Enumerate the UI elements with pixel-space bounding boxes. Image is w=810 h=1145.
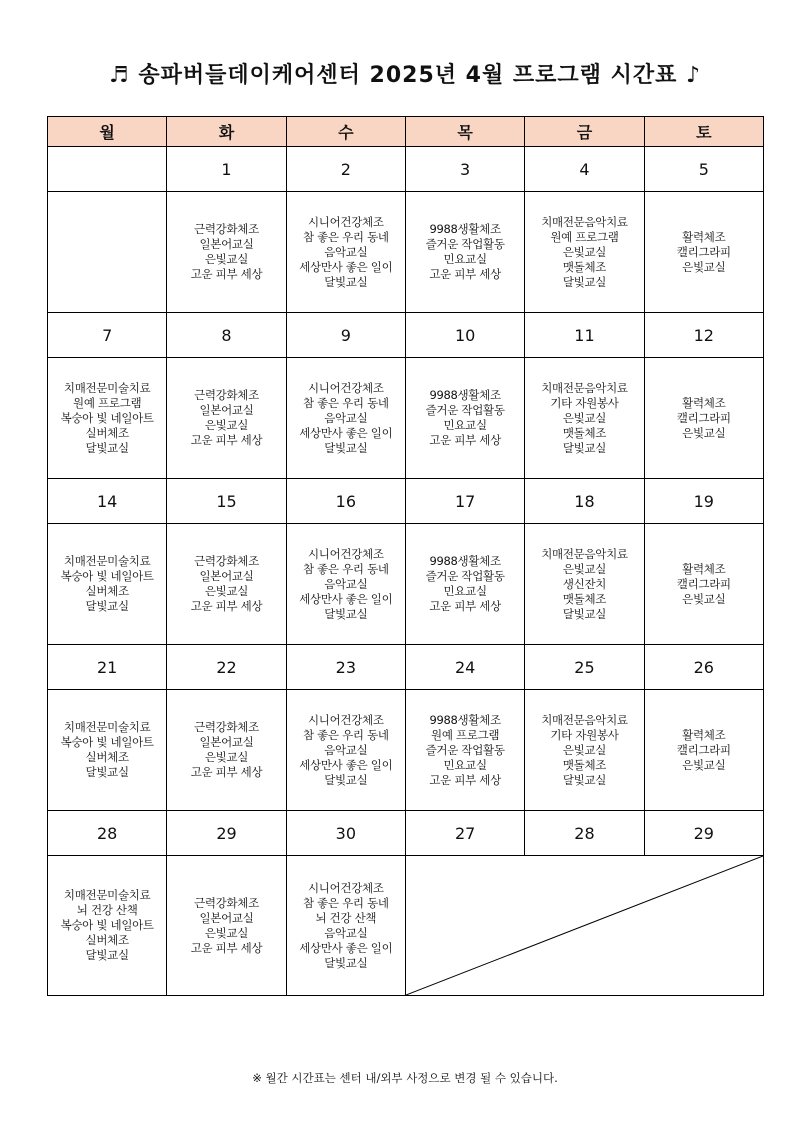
date-cell: 24	[405, 645, 524, 690]
date-cell: 15	[167, 479, 286, 524]
program-item: 민요교실	[443, 584, 487, 598]
program-row	[48, 358, 764, 479]
program-cell	[167, 358, 286, 479]
program-cell	[525, 690, 644, 811]
page-title	[0, 58, 810, 89]
program-item: 고운 피부 세상	[429, 599, 501, 613]
program-item: 달빛교실	[85, 948, 129, 962]
date-cell: 11	[525, 313, 644, 358]
date-cell: 17	[405, 479, 524, 524]
program-item: 맷돌체조	[562, 259, 607, 274]
program-cell	[405, 192, 524, 313]
program-item: 9988생활체조	[429, 388, 501, 402]
program-item: 캘리그라피	[676, 742, 731, 757]
date-cell: 9	[286, 313, 405, 358]
program-item: 9988생활체조	[429, 554, 501, 568]
date-row	[48, 645, 764, 690]
program-cell	[525, 192, 644, 313]
program-item: 근력강화체조	[194, 554, 259, 568]
program-item: 복숭아 빛 네일아트	[60, 918, 154, 932]
footnote: ※ 월간 시간표는 센터 내/외부 사정으로 변경 될 수 있습니다.	[252, 1071, 558, 1085]
program-item: 달빛교실	[324, 440, 368, 455]
program-item: 활력체조	[682, 229, 726, 244]
program-item: 활력체조	[682, 395, 726, 410]
weekday-header: 화	[167, 117, 286, 147]
program-cell	[48, 690, 167, 811]
program-item: 즐거운 작업활동	[425, 237, 505, 251]
program-item: 은빛교실	[682, 591, 726, 606]
date-cell: 18	[525, 479, 644, 524]
program-item: 고운 피부 세상	[429, 267, 501, 281]
program-item: 달빛교실	[324, 606, 368, 621]
date-cell: 10	[405, 313, 524, 358]
program-item: 맷돌체조	[562, 425, 607, 440]
program-item: 민요교실	[443, 252, 487, 266]
program-item: 고운 피부 세상	[190, 940, 263, 955]
program-cell	[167, 524, 286, 645]
date-cell	[48, 147, 167, 192]
program-item: 고운 피부 세상	[190, 765, 263, 779]
program-cell	[167, 856, 286, 996]
program-cell	[644, 524, 763, 645]
program-item: 치매전문음악치료	[541, 214, 628, 229]
program-item: 세상만사 좋은 일이	[299, 940, 393, 955]
weekday-header: 토	[644, 117, 763, 147]
program-item: 은빛교실	[682, 425, 726, 440]
program-item: 고운 피부 세상	[190, 267, 263, 281]
program-item: 일본어교실	[199, 735, 254, 749]
date-row	[48, 313, 764, 358]
program-item: 일본어교실	[199, 910, 254, 925]
program-item: 치매전문미술치료	[63, 380, 151, 395]
date-row	[48, 811, 764, 856]
date-cell: 16	[286, 479, 405, 524]
program-item: 시니어건강체조	[307, 214, 384, 229]
program-item: 달빛교실	[562, 606, 607, 621]
program-item: 근력강화체조	[194, 388, 259, 402]
date-cell: 23	[286, 645, 405, 690]
program-item: 달빛교실	[324, 772, 368, 787]
program-item: 원예 프로그램	[73, 395, 142, 410]
program-item: 근력강화체조	[194, 720, 259, 734]
program-cell	[405, 358, 524, 479]
program-cell	[405, 690, 524, 811]
date-cell: 22	[167, 645, 286, 690]
program-item: 시니어건강체조	[307, 546, 384, 561]
program-item: 세상만사 좋은 일이	[299, 757, 393, 772]
program-item: 실버체조	[85, 425, 129, 440]
program-row	[48, 192, 764, 313]
music-note-icon: ♬	[108, 63, 130, 88]
program-item: 세상만사 좋은 일이	[299, 425, 393, 440]
program-item: 은빛교실	[204, 252, 249, 266]
program-cell	[644, 192, 763, 313]
empty-diagonal-cell	[405, 856, 763, 996]
program-item: 은빛교실	[204, 925, 249, 940]
program-item: 음악교실	[324, 925, 368, 940]
date-cell: 21	[48, 645, 167, 690]
program-item: 복숭아 빛 네일아트	[60, 735, 154, 749]
program-item: 민요교실	[443, 418, 487, 432]
program-item: 달빛교실	[85, 599, 129, 613]
program-item: 치매전문미술치료	[63, 720, 151, 734]
program-item: 달빛교실	[324, 955, 368, 970]
program-cell	[286, 524, 405, 645]
program-item: 맷돌체조	[562, 591, 607, 606]
program-item: 기타 자원봉사	[550, 727, 619, 742]
program-item: 기타 자원봉사	[550, 395, 619, 410]
program-item: 캘리그라피	[676, 576, 731, 591]
weekday-header: 월	[48, 117, 167, 147]
program-cell	[286, 690, 405, 811]
program-item: 실버체조	[85, 750, 129, 764]
program-item: 음악교실	[324, 244, 368, 259]
program-item: 세상만사 좋은 일이	[299, 259, 393, 274]
date-cell: 7	[48, 313, 167, 358]
program-item: 고운 피부 세상	[190, 599, 263, 613]
program-item: 9988생활체조	[429, 712, 501, 727]
program-item: 치매전문음악치료	[541, 546, 628, 561]
program-item: 달빛교실	[562, 440, 607, 455]
schedule-table	[47, 116, 764, 996]
date-row	[48, 479, 764, 524]
program-item: 즐거운 작업활동	[425, 403, 505, 417]
program-cell	[525, 358, 644, 479]
program-row	[48, 856, 764, 996]
program-item: 참 좋은 우리 동네	[302, 395, 389, 410]
program-item: 시니어건강체조	[307, 712, 384, 727]
program-cell	[405, 524, 524, 645]
program-item: 치매전문음악치료	[541, 712, 628, 727]
program-item: 민요교실	[443, 757, 487, 772]
date-cell: 29	[167, 811, 286, 856]
date-cell: 30	[286, 811, 405, 856]
weekday-header: 금	[525, 117, 644, 147]
program-item: 근력강화체조	[194, 222, 259, 236]
program-item: 은빛교실	[204, 584, 249, 598]
program-cell	[48, 524, 167, 645]
program-item: 캘리그라피	[676, 410, 731, 425]
program-item: 활력체조	[682, 727, 726, 742]
date-cell: 8	[167, 313, 286, 358]
program-item: 생신잔치	[562, 576, 607, 591]
program-item: 은빛교실	[562, 561, 607, 576]
weekday-header: 목	[405, 117, 524, 147]
program-cell	[48, 192, 167, 313]
date-cell: 4	[525, 147, 644, 192]
program-item: 고운 피부 세상	[190, 433, 263, 447]
weekday-header-row	[48, 117, 764, 147]
program-item: 복숭아 빛 네일아트	[60, 410, 154, 425]
program-item: 일본어교실	[199, 403, 254, 417]
program-cell	[48, 856, 167, 996]
program-item: 복숭아 빛 네일아트	[60, 569, 154, 583]
program-item: 은빛교실	[682, 757, 726, 772]
date-cell: 19	[644, 479, 763, 524]
program-cell	[167, 192, 286, 313]
program-item: 원예 프로그램	[431, 727, 500, 742]
program-item: 치매전문음악치료	[541, 380, 628, 395]
program-item: 근력강화체조	[194, 895, 259, 910]
program-item: 음악교실	[324, 742, 368, 757]
program-item: 달빛교실	[324, 274, 368, 289]
program-item: 참 좋은 우리 동네	[302, 727, 389, 742]
date-cell: 25	[525, 645, 644, 690]
program-item: 치매전문미술치료	[63, 888, 151, 902]
program-item: 은빛교실	[562, 742, 607, 757]
program-item: 일본어교실	[199, 569, 254, 583]
music-note-icon: ♪	[686, 63, 702, 88]
title-text: 송파버들데이케어센터 2025년 4월 프로그램 시간표	[138, 63, 678, 88]
program-item: 은빛교실	[204, 418, 249, 432]
program-cell	[644, 358, 763, 479]
date-cell: 5	[644, 147, 763, 192]
program-item: 참 좋은 우리 동네	[302, 895, 389, 910]
program-item: 달빛교실	[562, 274, 607, 289]
program-item: 실버체조	[85, 933, 129, 947]
date-row	[48, 147, 764, 192]
program-item: 달빛교실	[85, 765, 129, 779]
program-item: 활력체조	[682, 561, 726, 576]
program-item: 뇌 건강 산책	[315, 910, 377, 925]
date-cell: 27	[405, 811, 524, 856]
program-cell	[48, 358, 167, 479]
program-item: 달빛교실	[562, 772, 607, 787]
date-cell: 29	[644, 811, 763, 856]
program-item: 은빛교실	[562, 410, 607, 425]
program-item: 은빛교실	[562, 244, 607, 259]
program-cell	[286, 192, 405, 313]
program-cell	[644, 690, 763, 811]
program-cell	[525, 524, 644, 645]
program-item: 음악교실	[324, 576, 368, 591]
program-row	[48, 690, 764, 811]
date-cell: 14	[48, 479, 167, 524]
date-cell: 1	[167, 147, 286, 192]
diagonal-line	[406, 856, 763, 995]
program-item: 세상만사 좋은 일이	[299, 591, 393, 606]
date-cell: 28	[525, 811, 644, 856]
program-item: 맷돌체조	[562, 757, 607, 772]
program-item: 은빛교실	[682, 259, 726, 274]
date-cell: 2	[286, 147, 405, 192]
program-item: 치매전문미술치료	[63, 554, 151, 568]
program-item: 고운 피부 세상	[429, 772, 501, 787]
date-cell: 3	[405, 147, 524, 192]
program-item: 음악교실	[324, 410, 368, 425]
program-item: 참 좋은 우리 동네	[302, 229, 389, 244]
program-item: 시니어건강체조	[307, 880, 384, 895]
program-item: 원예 프로그램	[550, 229, 619, 244]
program-item: 실버체조	[85, 584, 129, 598]
program-cell	[286, 358, 405, 479]
program-item: 뇌 건강 산책	[76, 903, 138, 917]
program-item: 달빛교실	[85, 440, 129, 455]
program-item: 즐거운 작업활동	[425, 569, 505, 583]
program-cell	[286, 856, 405, 996]
program-item: 시니어건강체조	[307, 380, 384, 395]
date-cell: 28	[48, 811, 167, 856]
date-cell: 26	[644, 645, 763, 690]
weekday-header: 수	[286, 117, 405, 147]
program-item: 고운 피부 세상	[429, 433, 501, 447]
program-item: 9988생활체조	[429, 222, 501, 236]
program-row	[48, 524, 764, 645]
program-item: 캘리그라피	[676, 244, 731, 259]
program-cell	[167, 690, 286, 811]
program-item: 일본어교실	[199, 237, 254, 251]
program-item: 참 좋은 우리 동네	[302, 561, 389, 576]
program-item: 은빛교실	[204, 750, 249, 764]
program-item: 즐거운 작업활동	[425, 742, 505, 757]
date-cell: 12	[644, 313, 763, 358]
